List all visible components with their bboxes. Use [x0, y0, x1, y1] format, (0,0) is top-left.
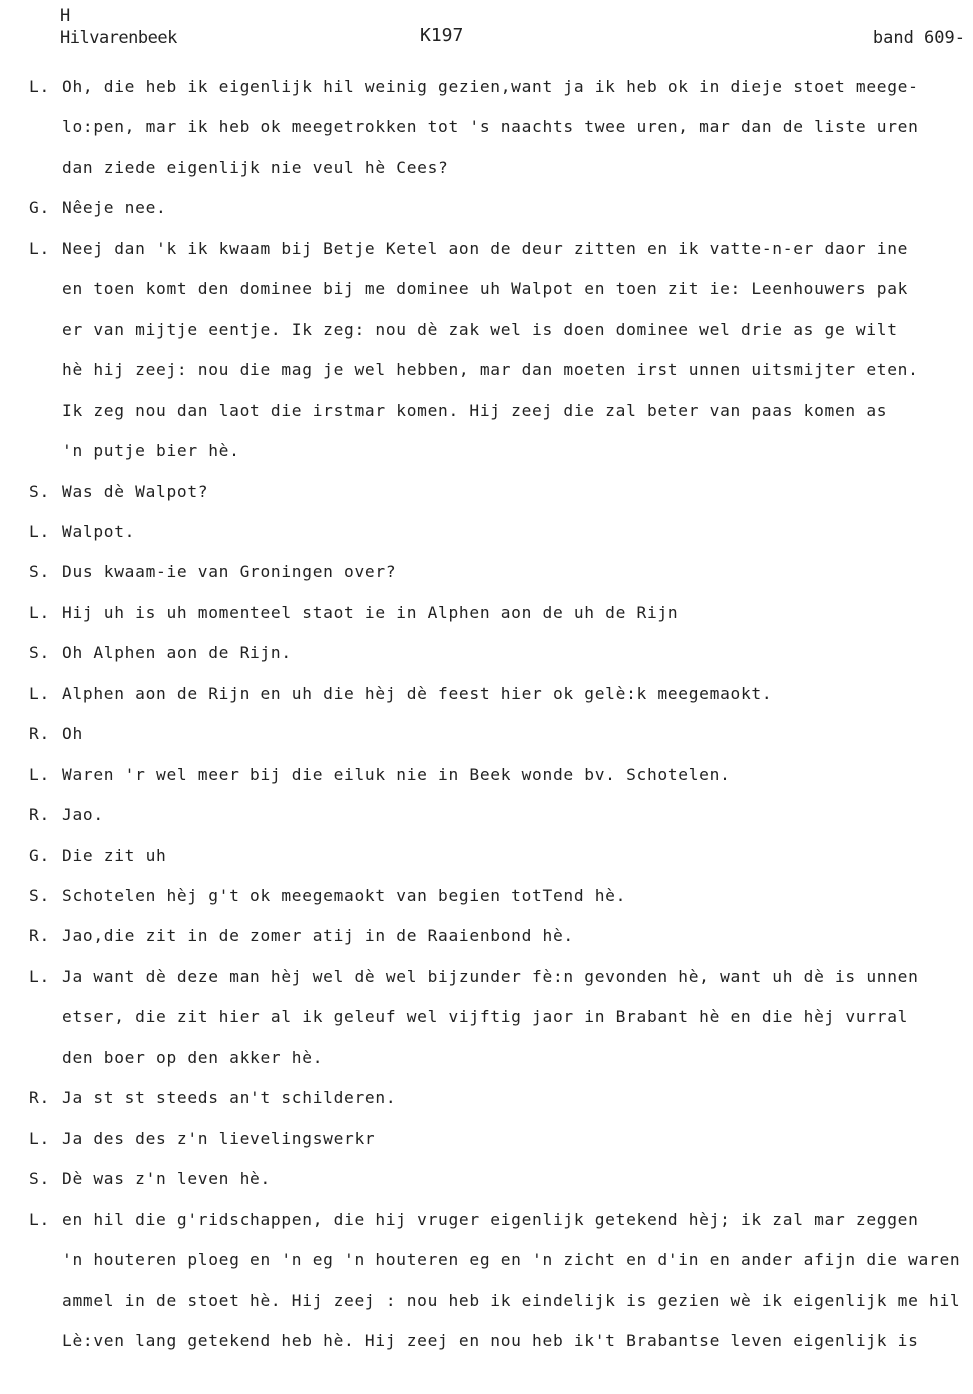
speaker-label: L. — [29, 522, 50, 541]
transcript-line — [0, 843, 973, 869]
line-text: Nêeje nee. — [62, 198, 167, 217]
speaker-label: G. — [29, 846, 50, 865]
transcript-line — [0, 74, 973, 100]
line-text: 'n houteren ploeg en 'n eg 'n houteren eg en 'n zicht en d'in en ander afijn die waren — [62, 1250, 961, 1269]
line-text: Alphen aon de Rijn en uh die hèj dè feest hier ok gelè:k meegemaokt. — [62, 684, 773, 703]
transcript-line — [0, 438, 973, 464]
transcript-line — [0, 721, 973, 747]
speaker-label: L. — [29, 684, 50, 703]
transcript-line — [0, 519, 973, 545]
line-text: Dè was z'n leven hè. — [62, 1169, 271, 1188]
line-text: Hij uh is uh momenteel staot ie in Alphen aon de uh de Rijn — [62, 603, 679, 622]
line-text: ammel in de stoet hè. Hij zeej : nou heb ik eindelijk is gezien wè ik eigenlijk me hil — [62, 1291, 961, 1310]
transcript-line — [0, 1166, 973, 1192]
speaker-label: L. — [29, 967, 50, 986]
line-text: Waren 'r wel meer bij die eiluk nie in Beek wonde bv. Schotelen. — [62, 765, 731, 784]
transcript-line — [0, 114, 973, 140]
line-text: Ik zeg nou dan laot die irstmar komen. Hij zeej die zal beter van paas komen as — [62, 401, 888, 420]
speaker-label: L. — [29, 603, 50, 622]
line-text: Schotelen hèj g't ok meegemaokt van begien totTend hè. — [62, 886, 627, 905]
line-text: dan ziede eigenlijk nie veul hè Cees? — [62, 158, 449, 177]
header-place: Hilvarenbeek — [60, 28, 177, 48]
speaker-label: S. — [29, 1169, 50, 1188]
line-text: Ja st st steeds an't schilderen. — [62, 1088, 397, 1107]
transcript-line — [0, 1328, 973, 1354]
page-header — [60, 4, 965, 54]
line-text: Lè:ven lang getekend heb hè. Hij zeej en nou heb ik't Brabantse leven eigenlijk is — [62, 1331, 919, 1350]
transcript-line — [0, 883, 973, 909]
speaker-label: S. — [29, 482, 50, 501]
transcript-line — [0, 600, 973, 626]
speaker-label: L. — [29, 765, 50, 784]
transcript-line — [0, 1247, 973, 1273]
line-text: Oh — [62, 724, 83, 743]
header-band: band 609- — [872, 28, 965, 48]
header-code: K197 — [420, 25, 464, 46]
transcript-line — [0, 762, 973, 788]
transcript-line — [0, 640, 973, 666]
transcript-line — [0, 1045, 973, 1071]
transcript-line — [0, 1085, 973, 1111]
transcript-line — [0, 195, 973, 221]
speaker-label: S. — [29, 562, 50, 581]
speaker-label: L. — [29, 239, 50, 258]
line-text: Ja des des z'n lievelingswerkr — [62, 1129, 376, 1148]
transcript-line — [0, 1126, 973, 1152]
line-text: Oh Alphen aon de Rijn. — [62, 643, 292, 662]
line-text: Jao,die zit in de zomer atij in de Raaienbond hè. — [62, 926, 574, 945]
speaker-label: R. — [29, 1088, 50, 1107]
speaker-label: G. — [29, 198, 50, 217]
speaker-label: L. — [29, 1129, 50, 1148]
line-text: den boer op den akker hè. — [62, 1048, 324, 1067]
transcript-line — [0, 155, 973, 181]
speaker-label: L. — [29, 1210, 50, 1229]
line-text: Oh, die heb ik eigenlijk hil weinig gezien,want ja ik heb ok in dieje stoet meege- — [62, 77, 919, 96]
line-text: en hil die g'ridschappen, die hij vruger eigenlijk getekend hèj; ik zal mar zeggen — [62, 1210, 919, 1229]
line-text: hè hij zeej: nou die mag je wel hebben, mar dan moeten irst unnen uitsmijter eten. — [62, 360, 919, 379]
line-text: Was dè Walpot? — [62, 482, 209, 501]
transcript-line — [0, 923, 973, 949]
line-text: Jao. — [62, 805, 104, 824]
speaker-label: L. — [29, 77, 50, 96]
line-text: en toen komt den dominee bij me dominee uh Walpot en toen zit ie: Leenhouwers pak — [62, 279, 909, 298]
speaker-label: S. — [29, 886, 50, 905]
line-text: etser, die zit hier al ik geleuf wel vijftig jaor in Brabant hè en die hèj vurral — [62, 1007, 909, 1026]
transcript-line — [0, 559, 973, 585]
transcript-line — [0, 236, 973, 262]
transcript-line — [0, 398, 973, 424]
transcript-line — [0, 964, 973, 990]
transcript-line — [0, 802, 973, 828]
transcript-line — [0, 1207, 973, 1233]
speaker-label: R. — [29, 805, 50, 824]
line-text: Die zit uh — [62, 846, 167, 865]
transcript-line — [0, 276, 973, 302]
line-text: Walpot. — [62, 522, 136, 541]
line-text: 'n putje bier hè. — [62, 441, 240, 460]
line-text: lo:pen, mar ik heb ok meegetrokken tot 's naachts twee uren, mar dan de liste uren — [62, 117, 919, 136]
speaker-label: R. — [29, 724, 50, 743]
transcript-line — [0, 317, 973, 343]
line-text: Ja want dè deze man hèj wel dè wel bijzunder fè:n gevonden hè, want uh dè is unnen — [62, 967, 919, 986]
transcript-line — [0, 357, 973, 383]
line-text: Dus kwaam-ie van Groningen over? — [62, 562, 397, 581]
speaker-label: R. — [29, 926, 50, 945]
transcript-line — [0, 681, 973, 707]
line-text: er van mijtje eentje. Ik zeg: nou dè zak wel is doen dominee wel drie as ge wilt — [62, 320, 898, 339]
line-text: Neej dan 'k ik kwaam bij Betje Ketel aon de deur zitten en ik vatte-n-er daor ine — [62, 239, 909, 258]
speaker-label: S. — [29, 643, 50, 662]
transcript-line — [0, 1004, 973, 1030]
header-letter: H — [60, 6, 70, 26]
transcript-line — [0, 1288, 973, 1314]
transcript-line — [0, 479, 973, 505]
